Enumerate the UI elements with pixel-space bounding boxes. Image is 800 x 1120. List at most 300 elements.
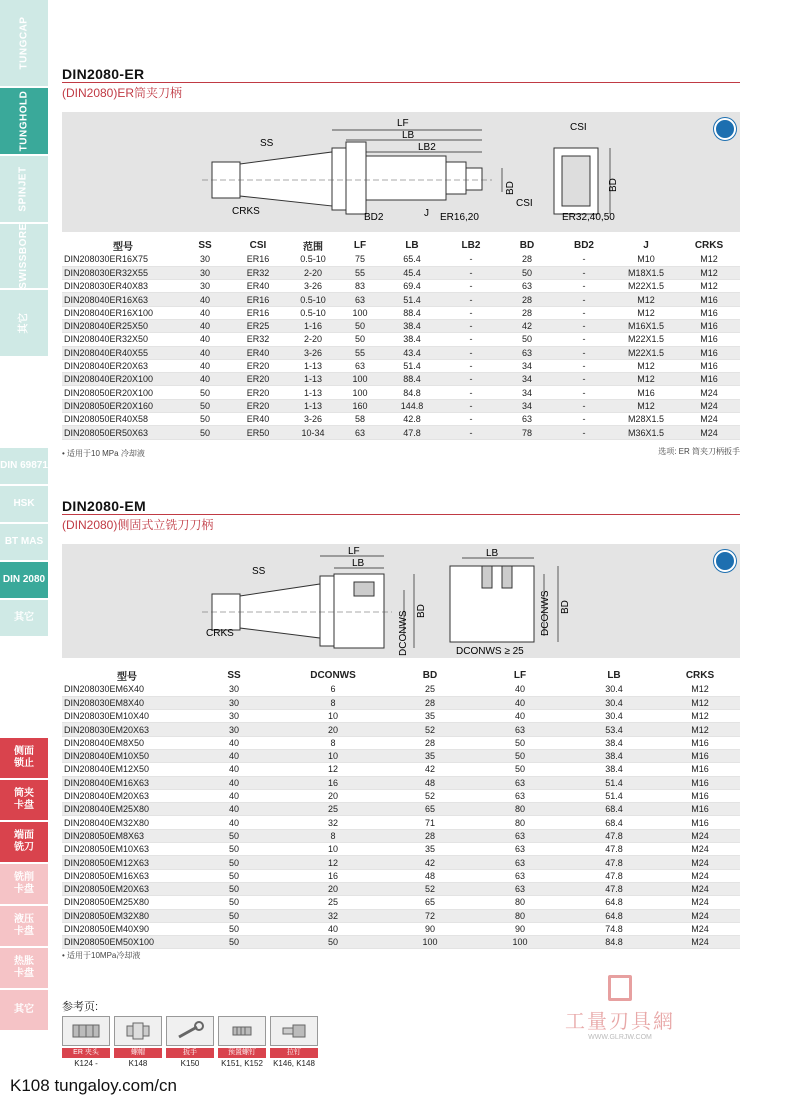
em-cell: M16 [660, 789, 740, 802]
screw-icon [218, 1016, 266, 1046]
em-cell: 40 [190, 816, 278, 829]
er-cell: ER20 [228, 386, 288, 399]
sidebar-tab-other-3[interactable]: 其它 [0, 990, 48, 1030]
em-cell: 52 [388, 789, 472, 802]
em-th-crks: CRKS [685, 670, 715, 681]
em-cell: M24 [660, 856, 740, 869]
em-cell: 10 [278, 843, 388, 856]
sidebar-tab-shrink-chuck[interactable]: 热胀卡盘 [0, 948, 48, 988]
er-cell: 43.4 [382, 346, 442, 359]
er-th-ss: SS [198, 240, 212, 251]
em-cell: M16 [660, 803, 740, 816]
em-cell: 63 [472, 789, 568, 802]
em-cell: DIN208050EM40X90 [62, 922, 190, 935]
er-cell: M10 [614, 253, 678, 266]
er-cell: - [554, 280, 614, 293]
em-section-title: DIN2080-EM [62, 498, 146, 514]
em-cell: 51.4 [568, 789, 660, 802]
sidebar-tab-din2080[interactable]: DIN 2080 [0, 562, 48, 598]
em-th-bd: BD [422, 670, 438, 681]
em-cell: 90 [388, 922, 472, 935]
em-cell: 52 [388, 882, 472, 895]
er-nose [446, 162, 466, 194]
em-cell: 53.4 [568, 723, 660, 736]
em-th-ss: SS [227, 670, 241, 681]
em-cell: 63 [472, 723, 568, 736]
er-cell: 2-20 [288, 333, 338, 346]
er-table-row [62, 426, 740, 439]
er-cell: 3-26 [288, 346, 338, 359]
er-cell: M36X1.5 [614, 426, 678, 439]
er-th-crks: CRKS [694, 240, 724, 251]
page-number: K108 [10, 1076, 50, 1095]
em-cell: 51.4 [568, 776, 660, 789]
er-cell: 1-13 [288, 386, 338, 399]
er-flange-1 [332, 148, 346, 210]
em-table-row [62, 683, 740, 696]
ref-item-preset-screw[interactable]: 预置螺钉 K151, K152 [218, 1016, 266, 1068]
em-table-row [62, 936, 740, 949]
em-th-lb: LB [607, 670, 621, 681]
er-cell: 50 [500, 266, 554, 279]
em-cell: 50 [472, 736, 568, 749]
em-cell: 68.4 [568, 816, 660, 829]
em-cell: 40 [190, 763, 278, 776]
em-label-dconws-ge-25: DCONWS ≥ 25 [456, 646, 524, 657]
er-cell: M22X1.5 [614, 346, 678, 359]
em-cell: 50 [190, 843, 278, 856]
er-th-j: J [643, 240, 649, 251]
er-cell: - [442, 266, 500, 279]
nut-icon [114, 1016, 162, 1046]
er-cell: M16 [678, 373, 740, 386]
er-table-row [62, 399, 740, 412]
em-cell: 40 [190, 803, 278, 816]
em-cell: 50 [190, 829, 278, 842]
er-cell: ER40 [228, 413, 288, 426]
em-cell: 16 [278, 776, 388, 789]
er-cell: 100 [338, 306, 382, 319]
footer [10, 1076, 177, 1096]
er-cell: 30 [182, 266, 228, 279]
er-th-lb: LB [405, 240, 419, 251]
em-cell: 32 [278, 909, 388, 922]
watermark-text: 工量刃具網 [565, 1011, 675, 1033]
ref-item-pull-stud[interactable]: 拉钉 K146, K148 [270, 1016, 318, 1068]
er-dim-lb2: LB2 [418, 142, 436, 153]
er-cell: 34 [500, 399, 554, 412]
er-cell: DIN208040ER20X63 [62, 359, 182, 372]
er-cell: M12 [678, 253, 740, 266]
em-cell: 100 [472, 936, 568, 949]
sidebar-tab-tungcap[interactable]: TUNGCAP [0, 0, 48, 86]
em-cell: 50 [190, 936, 278, 949]
er-cell: 63 [338, 359, 382, 372]
em-cell: DIN208040EM25X80 [62, 803, 190, 816]
em-cell: M16 [660, 736, 740, 749]
er-th-lb2: LB2 [461, 240, 481, 251]
er-table-row [62, 293, 740, 306]
er-cell: 1-13 [288, 373, 338, 386]
em-cell: M12 [660, 710, 740, 723]
er-cell: M28X1.5 [614, 413, 678, 426]
er-cell: 40 [182, 373, 228, 386]
em-th-model: 型号 [117, 672, 137, 683]
em-cell: 20 [278, 882, 388, 895]
er-cell: - [442, 413, 500, 426]
em-cell: 47.8 [568, 843, 660, 856]
er-cell: DIN208040ER16X100 [62, 306, 182, 319]
er-dim-bd: BD [505, 181, 516, 195]
em-table-row [62, 789, 740, 802]
em-detail-lb: LB [486, 548, 499, 559]
em-table-row [62, 803, 740, 816]
em-cell: 100 [388, 936, 472, 949]
er-cell: M16 [678, 319, 740, 332]
em-cell: DIN208030EM20X63 [62, 723, 190, 736]
er-dim-crks: CRKS [232, 206, 260, 217]
er-section-subtitle: (DIN2080)ER筒夹刀柄 [62, 86, 183, 100]
em-cell: 80 [472, 803, 568, 816]
er-cell: 0.5-10 [288, 253, 338, 266]
er-cell: 50 [182, 413, 228, 426]
em-dim-crks: CRKS [206, 628, 234, 639]
em-th-dconws: DCONWS [310, 670, 356, 681]
er-cell: 34 [500, 373, 554, 386]
er-table-header [62, 238, 740, 253]
em-cell: DIN208040EM16X63 [62, 776, 190, 789]
er-cell: M12 [614, 293, 678, 306]
er-cell: 63 [500, 413, 554, 426]
er-flange-2 [346, 142, 366, 214]
er-cell: M16 [678, 306, 740, 319]
er-cell: ER16 [228, 253, 288, 266]
er-cell: - [554, 413, 614, 426]
ref-item-wrench[interactable]: 扳手 K150 [166, 1016, 214, 1068]
em-cell: 63 [472, 776, 568, 789]
em-cell: 40 [190, 736, 278, 749]
sidebar-tab-swissbore[interactable]: SWISSBORE [0, 224, 48, 288]
em-cell: 80 [472, 816, 568, 829]
em-table-row [62, 749, 740, 762]
footer-url[interactable]: tungaloy.com/cn [54, 1076, 177, 1095]
er-cell: 40 [182, 333, 228, 346]
er-cell: 38.4 [382, 333, 442, 346]
sidebar-tab-side-lock[interactable]: 侧面锁止 [0, 738, 48, 778]
em-table-row [62, 856, 740, 869]
er-cell: DIN208030ER16X75 [62, 253, 182, 266]
er-cell: 58 [338, 413, 382, 426]
em-table-row [62, 829, 740, 842]
er-cell: - [442, 386, 500, 399]
em-cell: M24 [660, 843, 740, 856]
er-cell: 0.5-10 [288, 306, 338, 319]
er-table-row [62, 319, 740, 332]
er-cell: - [554, 333, 614, 346]
em-cell: 50 [278, 936, 388, 949]
er-cell: - [442, 333, 500, 346]
er-cell: 2-20 [288, 266, 338, 279]
er-th-model: 型号 [113, 242, 133, 253]
watermark-url: WWW.GLRJW.COM [588, 1034, 652, 1041]
er-cell: - [554, 319, 614, 332]
er-cell: 38.4 [382, 319, 442, 332]
er-section-title: DIN2080-ER [62, 66, 145, 82]
em-cell: 16 [278, 869, 388, 882]
er-th-lf: LF [353, 240, 367, 251]
er-label-er32-50: ER32,40,50 [562, 212, 615, 223]
er-cell: ER20 [228, 399, 288, 412]
em-cell: 40 [472, 710, 568, 723]
er-cell: 47.8 [382, 426, 442, 439]
sidebar-tab-collet-chuck[interactable]: 筒夹卡盘 [0, 780, 48, 820]
er-cell: ER50 [228, 426, 288, 439]
er-table-row [62, 306, 740, 319]
em-cell: 50 [190, 896, 278, 909]
er-dim-lf: LF [397, 118, 409, 129]
sidebar-tab-din69871[interactable]: DIN 69871 [0, 448, 48, 484]
coolant-icon [714, 118, 736, 140]
er-label-er16-20: ER16,20 [440, 212, 479, 223]
em-cell: 38.4 [568, 763, 660, 776]
em-cell: 64.8 [568, 896, 660, 909]
collet-icon [62, 1016, 110, 1046]
er-cell: 40 [182, 359, 228, 372]
er-cell: M16 [678, 293, 740, 306]
er-cell: - [554, 386, 614, 399]
er-cell: - [554, 346, 614, 359]
er-cell: ER20 [228, 373, 288, 386]
em-cell: 12 [278, 763, 388, 776]
er-cell: - [442, 319, 500, 332]
er-cell: ER40 [228, 280, 288, 293]
em-cell: 50 [472, 749, 568, 762]
er-cell: - [442, 359, 500, 372]
em-table-row [62, 843, 740, 856]
em-cell: DIN208040EM32X80 [62, 816, 190, 829]
er-cell: M18X1.5 [614, 266, 678, 279]
er-cell: 100 [338, 386, 382, 399]
em-cell: DIN208050EM16X63 [62, 869, 190, 882]
er-table-row [62, 373, 740, 386]
er-cell: M12 [678, 266, 740, 279]
em-cell: 25 [278, 803, 388, 816]
em-detail-dconws: DCONWS [540, 590, 551, 636]
em-cell: 20 [278, 789, 388, 802]
er-detail-csi: CSI [570, 122, 587, 133]
er-cell: 160 [338, 399, 382, 412]
er-cell: M12 [614, 306, 678, 319]
sidebar-tab-other-1[interactable]: 其它 [0, 290, 48, 356]
em-cell: 50 [190, 882, 278, 895]
sidebar-tab-hydraulic-chuck[interactable]: 液压卡盘 [0, 906, 48, 946]
em-cell: 47.8 [568, 869, 660, 882]
er-cell: DIN208040ER20X100 [62, 373, 182, 386]
sidebar-tab-hsk[interactable]: HSK [0, 486, 48, 522]
em-cell: 50 [190, 922, 278, 935]
em-table-row [62, 816, 740, 829]
er-cell: M24 [678, 413, 740, 426]
em-diagram [62, 544, 740, 658]
er-cell: 144.8 [382, 399, 442, 412]
er-cell: 1-13 [288, 399, 338, 412]
er-cell: 63 [338, 426, 382, 439]
er-cell: - [554, 253, 614, 266]
er-cell: 10-34 [288, 426, 338, 439]
em-cell: M12 [660, 723, 740, 736]
em-cell: M16 [660, 776, 740, 789]
er-cell: 55 [338, 266, 382, 279]
er-th-range: 范围 [303, 242, 323, 253]
em-cell: 80 [472, 896, 568, 909]
em-cell: 63 [472, 869, 568, 882]
em-cell: M12 [660, 683, 740, 696]
er-cell: 40 [182, 346, 228, 359]
er-dim-csi: CSI [516, 198, 533, 209]
sidebar-tab-other-2[interactable]: 其它 [0, 600, 48, 636]
er-table-row [62, 253, 740, 266]
er-cell: - [442, 346, 500, 359]
er-cell: 30 [182, 253, 228, 266]
er-cell: 42 [500, 319, 554, 332]
er-th-csi: CSI [249, 240, 267, 251]
er-cell: 50 [182, 386, 228, 399]
er-cell: - [442, 293, 500, 306]
em-cell: DIN208040EM20X63 [62, 789, 190, 802]
em-cell: 30 [190, 696, 278, 709]
er-cell: 78 [500, 426, 554, 439]
er-cell: 51.4 [382, 359, 442, 372]
watermark [565, 975, 675, 1041]
er-cell: M22X1.5 [614, 333, 678, 346]
er-table-row [62, 280, 740, 293]
er-cell: 1-16 [288, 319, 338, 332]
er-cell: DIN208040ER32X50 [62, 333, 182, 346]
em-title-rule [62, 514, 740, 515]
em-cell: 38.4 [568, 736, 660, 749]
er-cell: 1-13 [288, 359, 338, 372]
er-cell: - [554, 373, 614, 386]
er-cell: M16 [614, 386, 678, 399]
em-table-header [62, 668, 740, 683]
er-note-coolant: • 适用于10 MPa 冷却液 [62, 449, 145, 458]
em-table-row [62, 776, 740, 789]
em-cell: 63 [472, 829, 568, 842]
er-cell: M12 [614, 373, 678, 386]
em-cell: M16 [660, 816, 740, 829]
em-cell: 65 [388, 803, 472, 816]
em-cell: M16 [660, 763, 740, 776]
sidebar-tab-face-mill[interactable]: 端面铣刀 [0, 822, 48, 862]
em-cell: 40 [278, 922, 388, 935]
er-cell: 34 [500, 386, 554, 399]
em-cell: 48 [388, 776, 472, 789]
er-cell: ER16 [228, 306, 288, 319]
er-cell: - [442, 280, 500, 293]
em-cell: 71 [388, 816, 472, 829]
em-cell: DIN208050EM12X63 [62, 856, 190, 869]
em-table-row [62, 763, 740, 776]
em-cell: 35 [388, 710, 472, 723]
sidebar-tab-spinjet[interactable]: SPINJET [0, 156, 48, 222]
em-cell: DIN208040EM12X50 [62, 763, 190, 776]
er-dim-j: J [424, 208, 429, 219]
sidebar-tab-bt-mas[interactable]: BT MAS [0, 524, 48, 560]
em-cell: DIN208050EM8X63 [62, 829, 190, 842]
sidebar [0, 0, 48, 1120]
er-cell: ER40 [228, 346, 288, 359]
er-cell: - [442, 426, 500, 439]
ref-item-er-collet[interactable]: ER 夹头 K124 - [62, 1016, 110, 1068]
em-cell: DIN208030EM6X40 [62, 683, 190, 696]
em-cell: 12 [278, 856, 388, 869]
em-cell: 28 [388, 736, 472, 749]
er-cell: ER20 [228, 359, 288, 372]
sidebar-tab-milling-chuck[interactable]: 铣削卡盘 [0, 864, 48, 904]
er-cell: 55 [338, 346, 382, 359]
em-cell: 40 [190, 789, 278, 802]
er-cell: DIN208040ER25X50 [62, 319, 182, 332]
em-cell: 74.8 [568, 922, 660, 935]
er-cell: 0.5-10 [288, 293, 338, 306]
em-cell: 28 [388, 696, 472, 709]
em-cell: 25 [388, 683, 472, 696]
er-cell: DIN208030ER32X55 [62, 266, 182, 279]
em-cell: DIN208040EM8X50 [62, 736, 190, 749]
em-cell: 38.4 [568, 749, 660, 762]
er-cell: 50 [182, 426, 228, 439]
em-cell: 63 [472, 882, 568, 895]
er-cell: ER25 [228, 319, 288, 332]
em-cell: 35 [388, 749, 472, 762]
er-cell: - [554, 306, 614, 319]
er-cell: ER16 [228, 293, 288, 306]
em-cell: M24 [660, 909, 740, 922]
er-th-bd2: BD2 [573, 240, 594, 251]
em-cell: M24 [660, 936, 740, 949]
em-cell: 50 [190, 856, 278, 869]
er-diagram-panel [62, 112, 740, 232]
er-table-row [62, 413, 740, 426]
em-cell: 50 [190, 869, 278, 882]
em-cell: 30 [190, 710, 278, 723]
er-cell: 63 [500, 346, 554, 359]
em-table-row [62, 723, 740, 736]
em-cell: 10 [278, 749, 388, 762]
er-cell: DIN208050ER40X58 [62, 413, 182, 426]
em-table-row [62, 696, 740, 709]
em-cell: 40 [472, 683, 568, 696]
refs-label: 参考页: [62, 1001, 99, 1013]
er-cell: 50 [500, 333, 554, 346]
er-cell: DIN208040ER16X63 [62, 293, 182, 306]
er-cell: 51.4 [382, 293, 442, 306]
em-cell: DIN208050EM25X80 [62, 896, 190, 909]
sidebar-tab-tunghold[interactable]: TUNGHOLD [0, 88, 48, 154]
em-cell: M24 [660, 896, 740, 909]
em-note-coolant: • 适用于10MPa冷却液 [62, 951, 141, 960]
er-taper [240, 152, 332, 206]
em-dim-bd: BD [416, 604, 427, 618]
er-cell: ER32 [228, 266, 288, 279]
er-cell: DIN208030ER40X83 [62, 280, 182, 293]
er-cell: 34 [500, 359, 554, 372]
em-cell: M24 [660, 882, 740, 895]
er-cell: M12 [614, 399, 678, 412]
er-cell: M24 [678, 386, 740, 399]
ref-item-nut[interactable]: 螺帽 K148 [114, 1016, 162, 1068]
em-cell: DIN208050EM32X80 [62, 909, 190, 922]
